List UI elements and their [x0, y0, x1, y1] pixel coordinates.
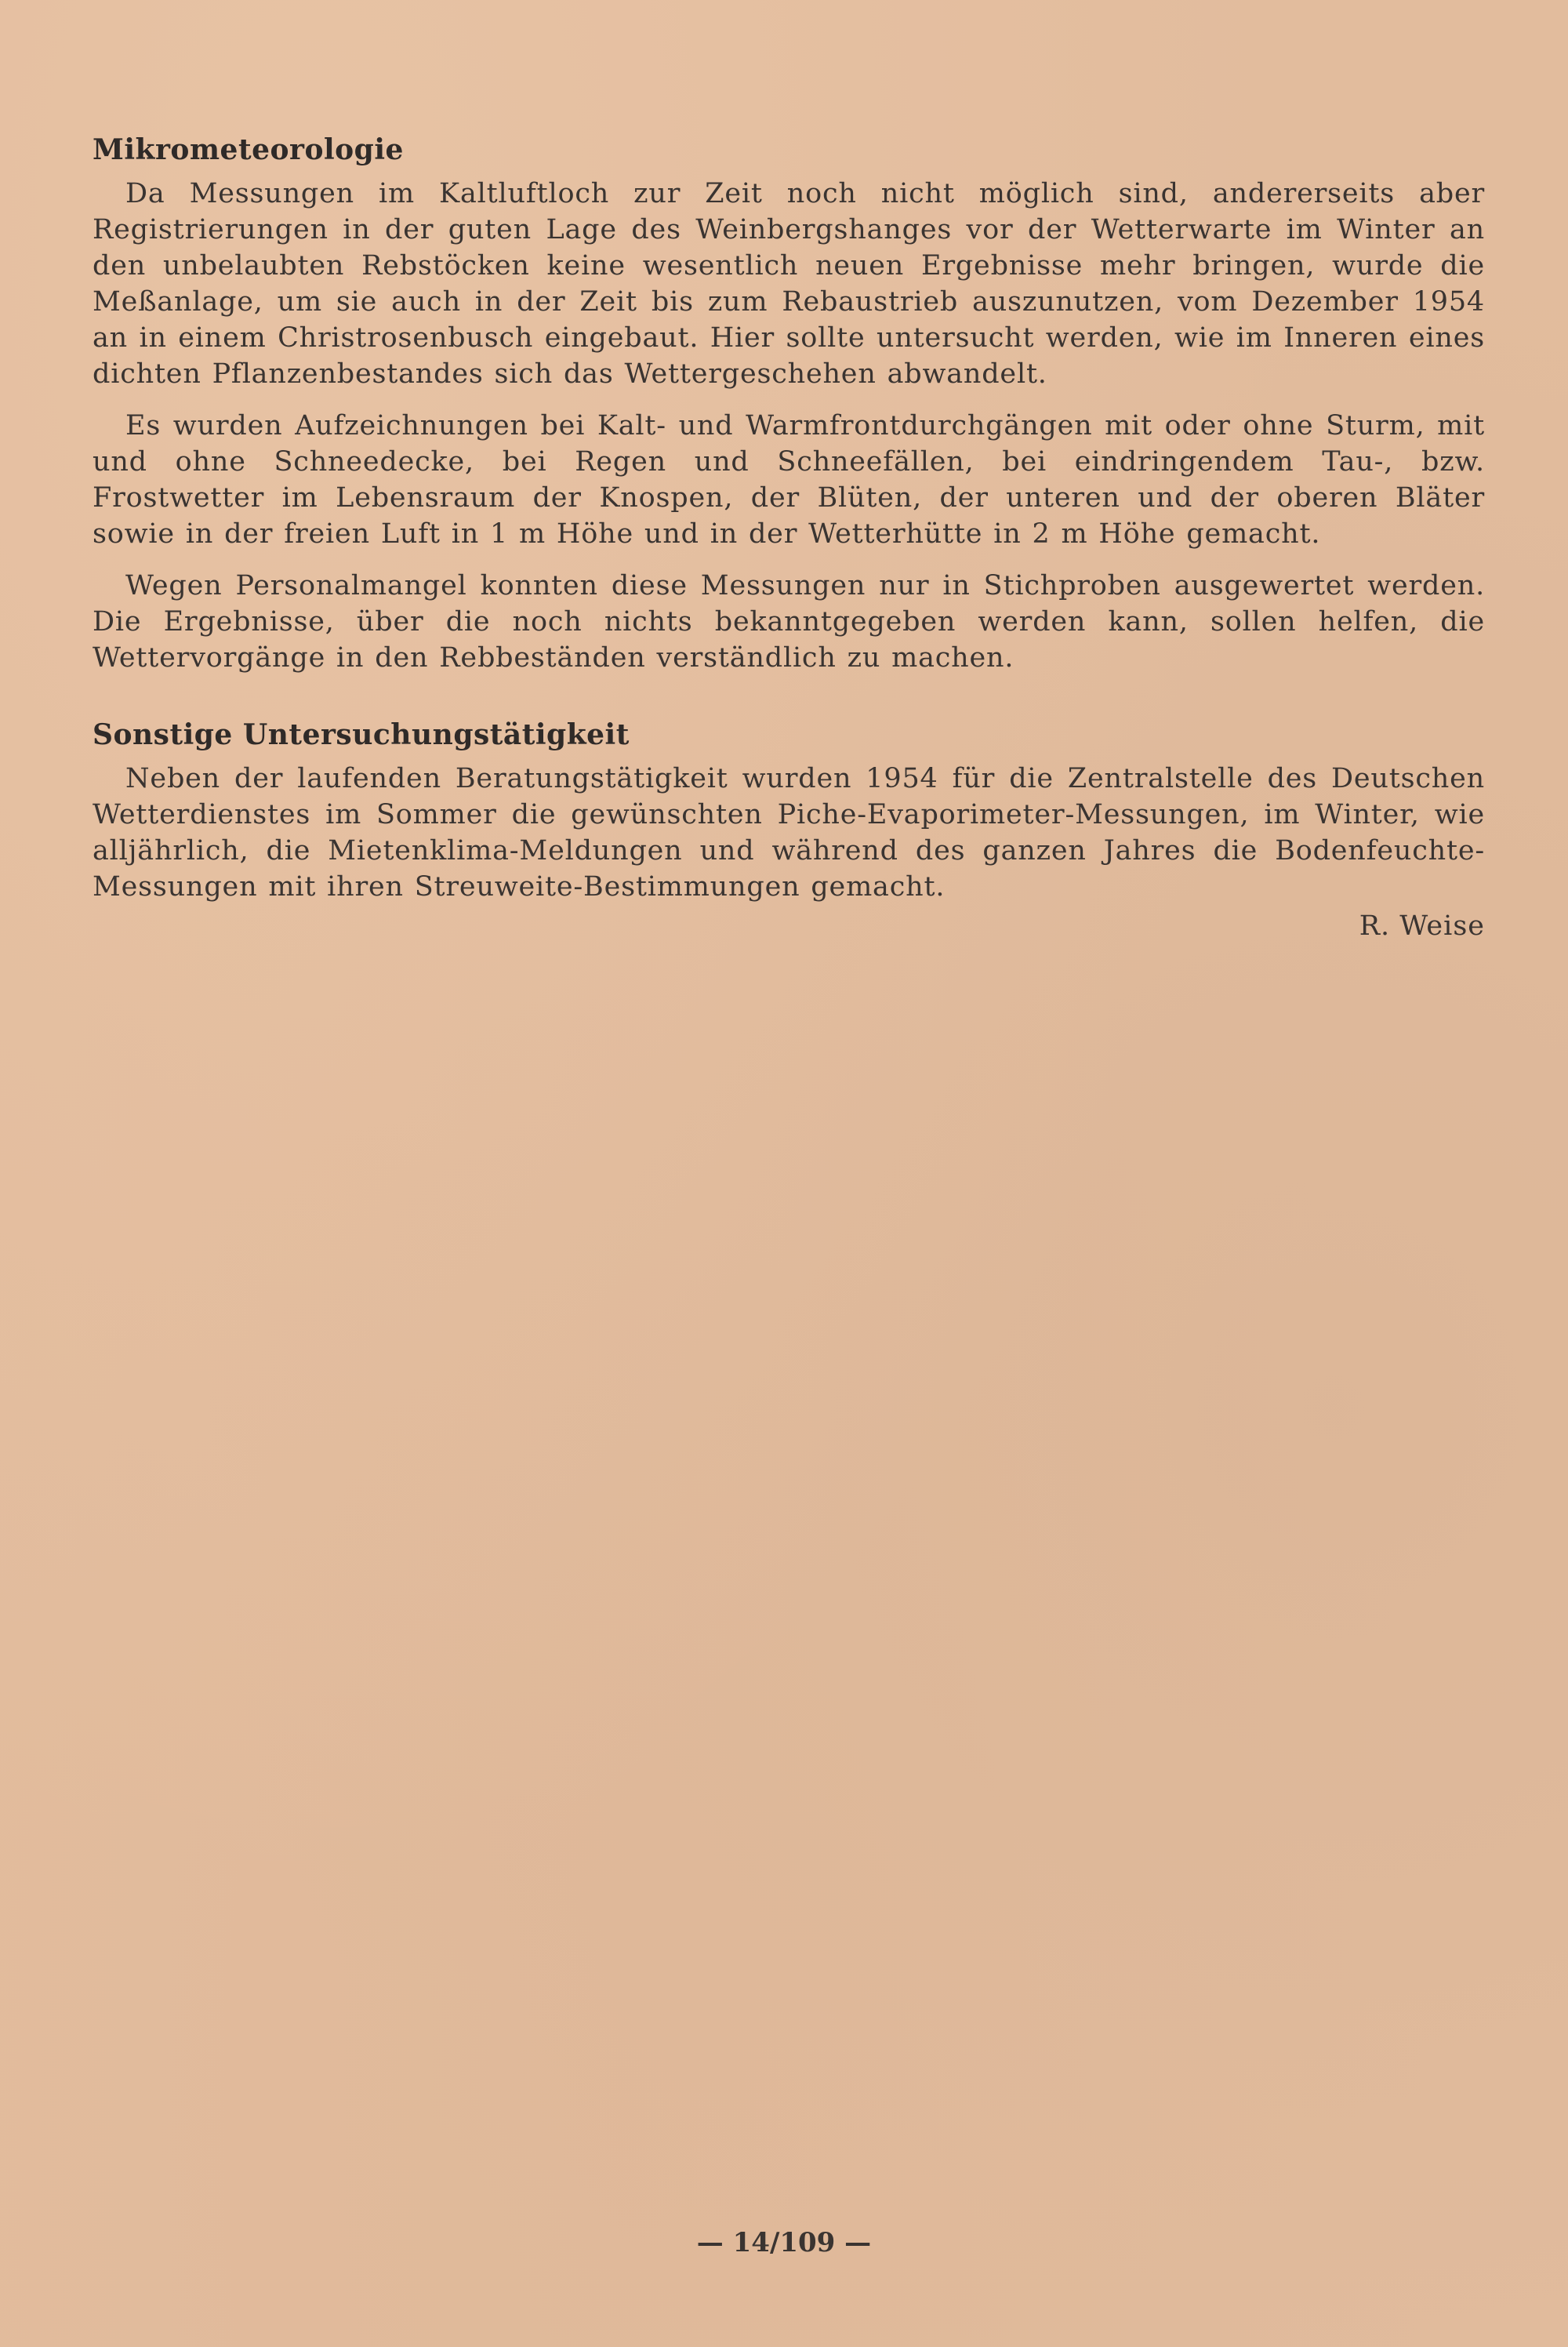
- page-content: [93, 133, 1485, 944]
- paragraph-aufzeichnungen: Es wurden Aufzeichnungen bei Kalt- und Warmfrontdurchgängen mit oder ohne Sturm, mit und ohne Schneedecke, bei Regen und Schneefällen, bei eindringendem Tau-, bzw. Frostwetter im Lebensraum der Knospen, der Blüten, der unteren und der oberen Bläter sowie in der freien Luft in 1 m Höhe und in der Wetterhütte in 2 m Höhe gemacht.: [93, 410, 1485, 550]
- page-number: — 14/109 —: [696, 2227, 872, 2258]
- section-heading-sonstige-untersuchungstaetigkeit: Sonstige Untersuchungstätigkeit: [93, 718, 630, 751]
- paragraph-personalmangel: Wegen Personalmangel konnten diese Messungen nur in Stichproben ausgewertet werden. Die Ergebnisse, über die noch nichts bekanntgegeben werden kann, sollen helfen, die Wettervorgänge in den Rebbeständen verständlich zu machen.: [93, 570, 1485, 674]
- section-heading-mikrometeorologie: Mikrometeorologie: [93, 133, 404, 166]
- author-signature: R. Weise: [1359, 910, 1485, 942]
- section-divider-space: [93, 692, 1485, 718]
- paragraph-kaltluftloch: Da Messungen im Kaltluftloch zur Zeit noch nicht möglich sind, andererseits aber Registrierungen in der guten Lage des Weinbergshanges vor der Wetterwarte im Winter an den unbelaubten Rebstöcken keine wesentlich neuen Ergebnisse mehr bringen, wurde die Meßanlage, um sie auch in der Zeit bis zum Rebaustrieb auszunutzen, vom Dezember 1954 an in einem Christrosenbusch eingebaut. Hier sollte untersucht werden, wie im Inneren eines dichten Pflanzenbestandes sich das Wettergeschehen abwandelt.: [93, 178, 1485, 390]
- paragraph-beratungstaetigkeit: Neben der laufenden Beratungstätigkeit wurden 1954 für die Zentralstelle des Deutschen Wetterdienstes im Sommer die gewünschten Piche-Evaporimeter-Messungen, im Winter, wie alljährlich, die Mietenklima-Meldungen und während des ganzen Jahres die Bodenfeuchte-Messungen mit ihren Streuweite-Bestimmungen gemacht.: [93, 763, 1485, 903]
